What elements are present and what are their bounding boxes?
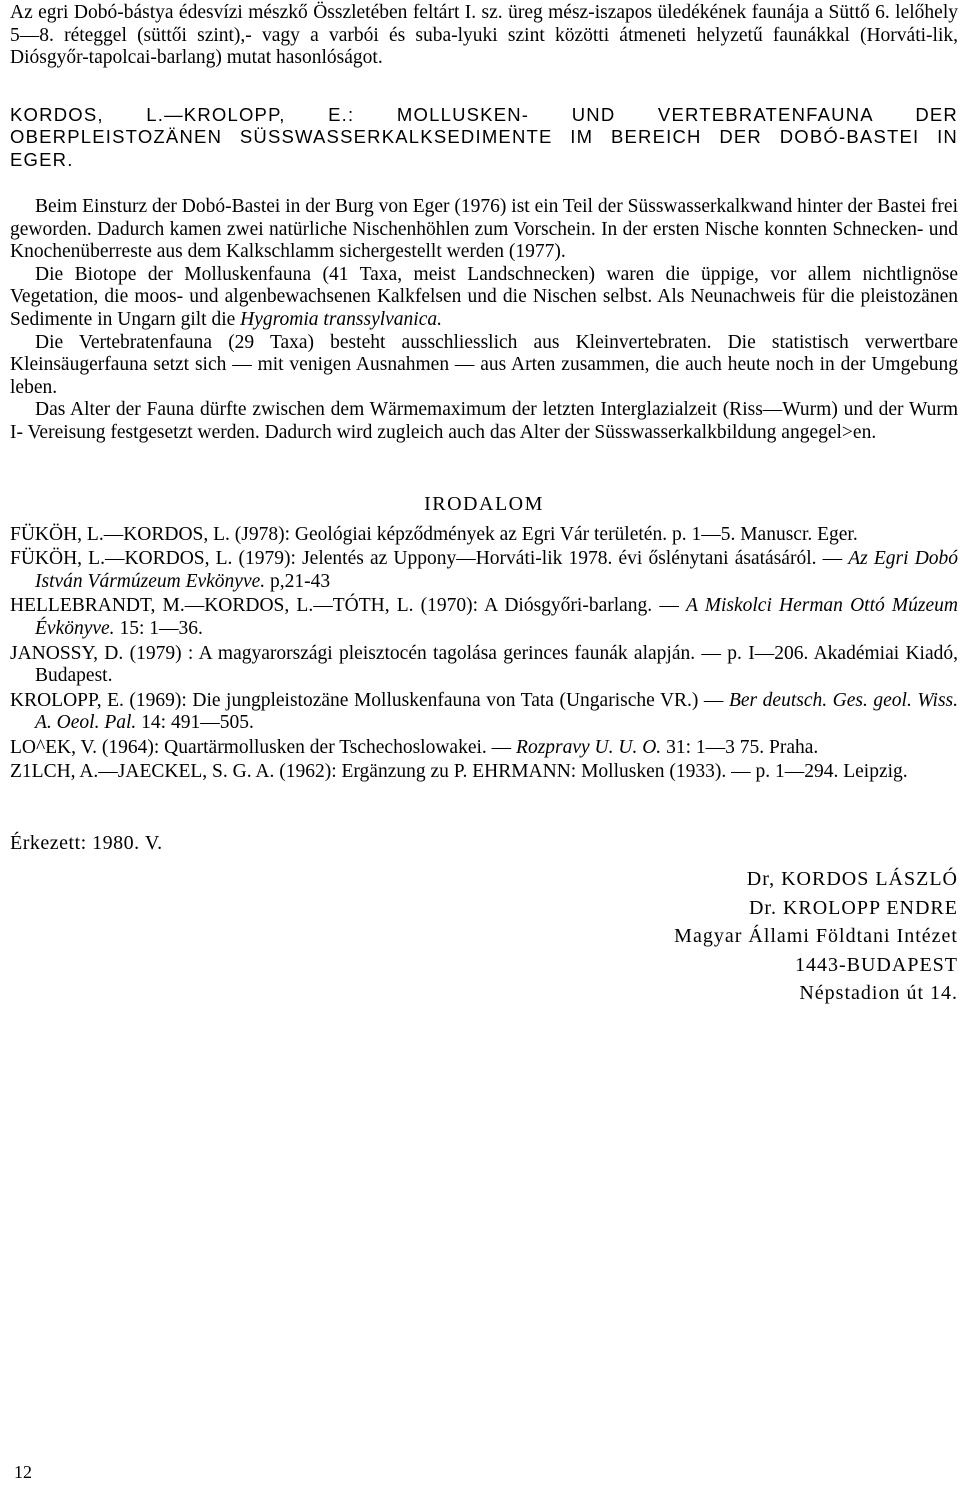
reference-item (10, 761, 958, 784)
reference-tail: 31: 1—3 75. Praha. (661, 736, 819, 758)
reference-item (10, 690, 958, 735)
reference-item (10, 524, 958, 547)
reference-item (10, 548, 958, 593)
reference-item (10, 643, 958, 688)
intro-paragraph: Az egri Dobó-bástya édesvízi mészkő Összletében feltárt I. sz. üreg mész-iszapos üledékének faunája a Süttő 6. lelőhely 5—8. réteggel (süttői szint),- vagy a varbói és suba-lyuki szint közötti átmeneti helyzetű faunákkal (Horváti-lik, Diósgyőr-tapolcai-barlang) mutat hasonlóságot. (10, 2, 958, 69)
reference-source: Ber deutsch. Ges. geol. Wiss. A. Oeol. Pal. (35, 689, 959, 734)
reference-text: HELLEBRANDT, M.—KORDOS, L.—TÓTH, L. (1970): A Diósgyőri-barlang. — (10, 595, 679, 617)
summary-paragraph-1: Beim Einsturz der Dobó-Bastei in der Burg von Eger (1976) ist ein Teil der Süsswasserkalkwand hinter der Bastei frei geworden. Dadurch kamen zwei natürliche Nischenhöhlen zum Vorschein. In der ersten Nische konnten Schnecken- und Knochenüberreste aus dem Kalkschlamm sichergestellt werden (1977). (10, 196, 958, 263)
reference-text: FÜKÖH, L.—KORDOS, L. (J978): Geológiai képződmények az Egri Vár területén. p. 1—5. Manuscr. Eger. (10, 523, 858, 545)
summary-paragraph-2 (10, 264, 958, 332)
reference-text: LO^EK, V. (1964): Quartärmollusken der Tschechoslowakei. — (10, 736, 512, 758)
reference-tail: 15: 1—36. (114, 617, 203, 639)
reference-item (10, 595, 958, 640)
page (10, 2, 958, 1025)
reference-tail: 14: 491—505. (136, 712, 254, 734)
signature-block-wrapper (10, 865, 958, 1025)
signature-block (674, 865, 958, 1008)
summary-body (10, 196, 958, 445)
summary-heading: KORDOS, L.—KROLOPP, E.: MOLLUSKEN- UND VERTEBRATENFAUNA DER OBERPLEISTOZÄNEN SÜSSWASSERKALKSEDIMENTE IM BEREICH DER DOBÓ-BASTEI IN EGER. (10, 103, 958, 170)
summary-paragraph-4: Das Alter der Fauna dürfte zwischen dem Wärmemaximum der letzten Interglazialzeit (Riss—Wurm) und der Wurm I- Vereisung festgesetzt werden. Dadurch wird zugleich auch das Alter der Süsswasserkalkbildung angegel>en. (10, 399, 958, 443)
signature-line: Népstadion út 14. (799, 982, 958, 1005)
species-name: Hygromia transsylvanica. (240, 308, 443, 330)
signature-line: Magyar Állami Földtani Intézet (674, 925, 958, 948)
reference-source: Rozpravy U. U. O. (516, 736, 662, 758)
received-date: Érkezett: 1980. V. (10, 832, 163, 855)
signature-line: 1443-BUDAPEST (794, 953, 958, 976)
references-title: IRODALOM (424, 492, 544, 515)
reference-tail: p,21-43 (265, 570, 331, 592)
reference-item (10, 737, 958, 760)
reference-source: Az Egri Dobó István Vármúzeum Evkönyve. (35, 548, 959, 592)
signature-line: Dr, KORDOS LÁSZLÓ (746, 868, 958, 891)
reference-text: FÜKÖH, L.—KORDOS, L. (1979): Jelentés az Uppony—Horváti-lik 1978. évi őslénytani ásatásáról. — (10, 548, 843, 570)
signature-line: Dr. KROLOPP ENDRE (748, 896, 958, 919)
summary-paragraph-3: Die Vertebratenfauna (29 Taxa) besteht ausschliesslich aus Kleinvertebraten. Die statistisch verwertbare Kleinsäugerfauna setzt sich — mit venigen Ausnahmen — aus Arten zusammen, die auch heute noch in der Umgebung leben. (10, 331, 958, 398)
references-list (10, 524, 958, 785)
reference-text: Z1LCH, A.—JAECKEL, S. G. A. (1962): Ergänzung zu P. EHRMANN: Mollusken (1933). — p. 1—294. Leipzig. (10, 761, 908, 783)
reference-text: KROLOPP, E. (1969): Die jungpleistozäne Molluskenfauna von Tata (Ungarische VR.) — (10, 689, 724, 711)
summary-paragraph-2-text: Die Biotope der Molluskenfauna (41 Taxa, meist Landschnecken) waren die üppige, vor allem nichtlignöse Vegetation, die moos- und algenbewachsenen Kalkfelsen und die Nischen selbst. Als Neunachweis für die pleistozänen Sedimente in Ungarn gilt die (10, 263, 958, 330)
page-number: 12 (14, 1462, 32, 1482)
reference-source: A Miskolci Herman Ottó Múzeum Évkönyve. (35, 595, 958, 639)
reference-text: JANOSSY, D. (1979) : A magyarországi pleisztocén tagolása gerinces faunák alapján. — p. I—206. Akadémiai Kiadó, Budapest. (10, 642, 958, 687)
